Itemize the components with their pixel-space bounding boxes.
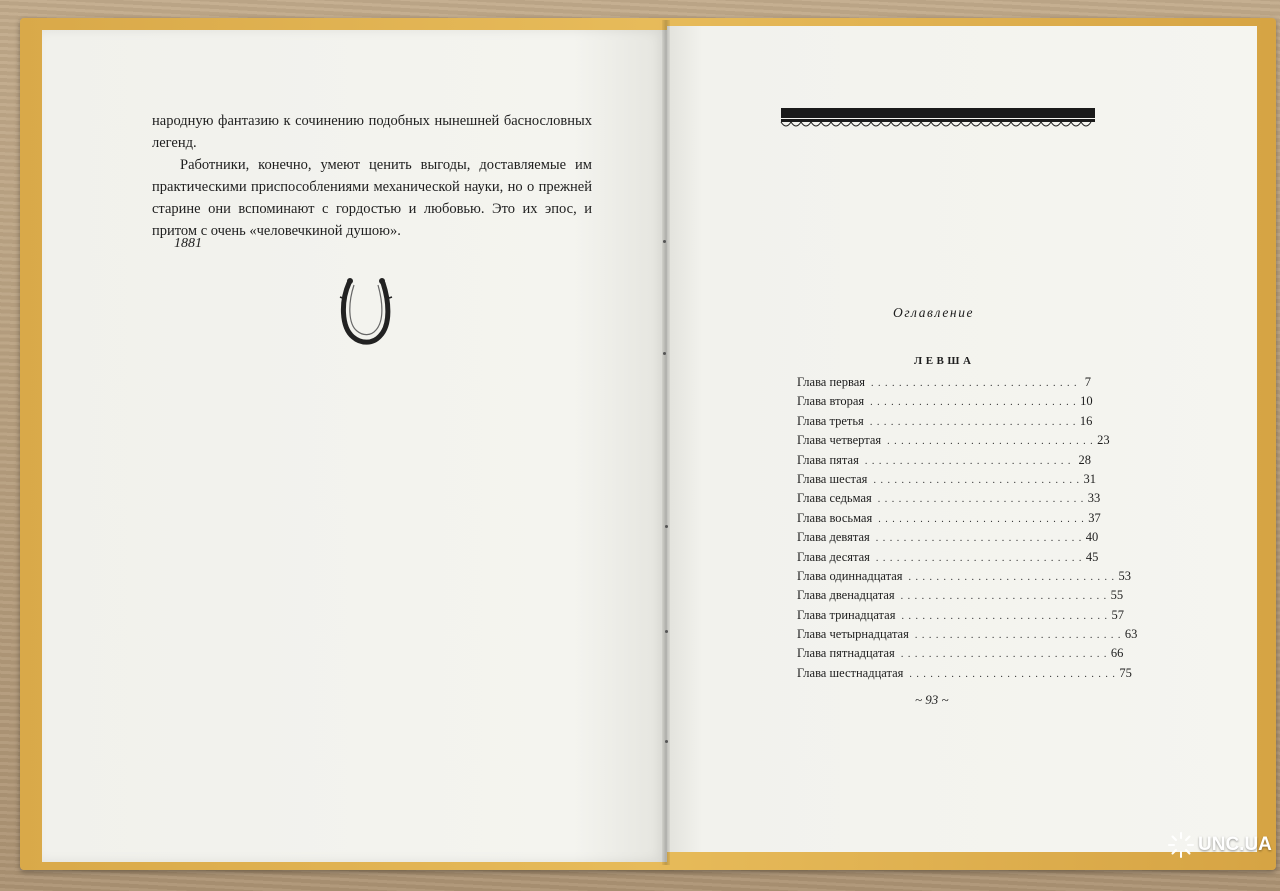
toc-entry-title: Глава тринадцатая — [797, 607, 896, 622]
horseshoe-icon — [337, 275, 395, 349]
toc-entry-title: Глава пятнадцатая — [797, 646, 895, 661]
binding-stitch — [663, 240, 666, 243]
toc-entry-title: Глава первая — [797, 375, 866, 389]
toc-entry-page: 23 — [1097, 433, 1110, 448]
page-number: ~ 93 ~ — [915, 692, 949, 707]
closing-text — [152, 110, 592, 242]
binding-stitch — [665, 525, 668, 528]
toc-entry-title: Глава четвертая — [797, 433, 882, 448]
year-label: 1881 — [174, 236, 202, 251]
toc-entry-page: 45 — [1085, 549, 1099, 564]
toc-entry: Глава пятая .............................. 28 — [797, 452, 1091, 467]
toc-entry-page: 75 — [1119, 665, 1132, 680]
toc-entry-page: 37 — [1088, 510, 1101, 525]
toc-entry: Глава пятнадцатая .............................. 66 — [797, 646, 1124, 661]
section-title: ЛЕВША — [914, 355, 975, 367]
toc-entry-page: 57 — [1111, 607, 1124, 622]
toc-entry-page: 53 — [1118, 568, 1132, 583]
toc-entry: Глава шестая .............................. 31 — [797, 471, 1096, 486]
toc-entry-page: 66 — [1110, 646, 1124, 661]
lace-border-ornament — [781, 108, 1095, 136]
toc-entry: Глава двенадцатая .............................. 55 — [797, 588, 1124, 603]
toc-entry: Глава первая .............................. 7 — [797, 375, 1091, 389]
toc-entry-page: 63 — [1124, 627, 1138, 642]
toc-entry-title: Глава седьмая — [797, 491, 872, 506]
watermark — [1168, 832, 1272, 858]
toc-entry: Глава одиннадцатая .............................. 53 — [797, 568, 1132, 583]
toc-entry-title: Глава третья — [797, 413, 864, 428]
toc-entry-title: Глава шестая — [797, 471, 868, 486]
toc-entry: Глава девятая .............................. 40 — [797, 530, 1099, 545]
toc-entry-page: 16 — [1079, 413, 1093, 428]
toc-entry-title: Глава восьмая — [797, 510, 873, 525]
paragraph-2: Работники, конечно, умеют ценить выгоды, доставляемые им практическими приспособлениями механической науки, но о прежней старине они вспоминают с гордостью и любовью. Это их эпос, и притом с очень «человечкиной душою». — [152, 157, 592, 239]
toc-entry-title: Глава пятая — [797, 452, 859, 467]
toc-entry-page: 7 — [1084, 375, 1091, 389]
toc-entry: Глава четвертая .............................. 23 — [797, 433, 1110, 448]
toc-entry: Глава десятая .............................. 45 — [797, 549, 1099, 564]
toc-entry-title: Глава одиннадцатая — [797, 568, 903, 583]
binding-stitch — [663, 352, 666, 355]
toc-entry: Глава четырнадцатая .............................. 63 — [797, 627, 1138, 642]
toc-entry-page: 31 — [1083, 471, 1096, 486]
book-gutter — [662, 20, 670, 865]
toc-entry-page: 10 — [1080, 394, 1093, 409]
toc-entry-page: 33 — [1087, 491, 1101, 506]
toc-entry: Глава шестнадцатая .............................. 75 — [797, 665, 1132, 680]
toc-entry-page: 28 — [1078, 452, 1091, 467]
toc-entry-title: Глава четырнадцатая — [797, 627, 909, 642]
toc-entry-title: Глава девятая — [797, 530, 870, 545]
toc-entry: Глава седьмая .............................. 33 — [797, 491, 1101, 506]
binding-stitch — [665, 740, 668, 743]
toc-entry-title: Глава двенадцатая — [797, 588, 895, 603]
toc-entry: Глава вторая .............................. 10 — [797, 394, 1093, 409]
toc-entry: Глава третья .............................. 16 — [797, 413, 1093, 428]
right-page — [667, 26, 1257, 852]
toc-entry-page: 55 — [1110, 588, 1124, 603]
toc-entry-title: Глава шестнадцатая — [797, 665, 904, 680]
watermark-text: UNC.UA — [1198, 834, 1272, 855]
toc-entry: Глава тринадцатая .............................. 57 — [797, 607, 1124, 622]
left-page — [42, 30, 667, 862]
toc-entry-title: Глава десятая — [797, 549, 870, 564]
sunburst-icon — [1168, 832, 1194, 858]
table-of-contents — [797, 375, 1138, 685]
binding-stitch — [665, 630, 668, 633]
toc-entry: Глава восьмая .............................. 37 — [797, 510, 1101, 525]
toc-heading: Оглавление — [893, 305, 975, 320]
toc-entry-page: 40 — [1085, 530, 1099, 545]
paragraph-1: народную фантазию к сочинению подобных нынешней баснословных легенд. — [152, 113, 592, 151]
toc-entry-title: Глава вторая — [797, 394, 865, 409]
